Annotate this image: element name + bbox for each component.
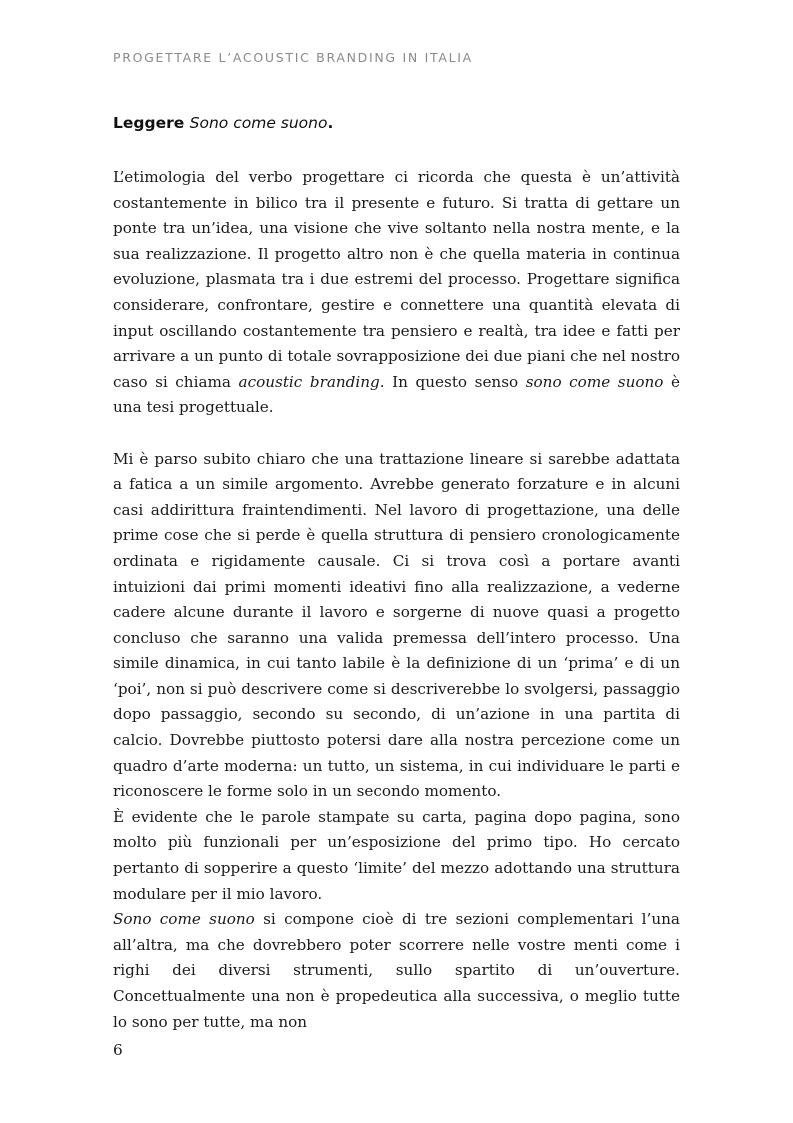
paragraph-4-italic: Sono come suono — [113, 910, 255, 929]
paragraph-1-text-a: L’etimologia del verbo progettare ci ricorda che questa è un’attività costantemente in bilico tra il presente e futuro. Si tratta di gettare un ponte tra un’idea, una visione che vive soltanto nella nostra mente, e la sua realizzazione. Il progetto altro non è che quella materia in continua evoluzione, plasmata tra i due estremi del processo. Progettare significa considerare, confrontare, gestire e connettere una quantità elevata di input oscillando costantemente tra pensiero e realtà, tra idee e fatti per arrivare a un punto di totale sovrapposizione dei due piani che nel nostro caso si chiama — [113, 168, 680, 391]
section-title — [113, 114, 333, 132]
section-title-suffix: . — [327, 114, 334, 132]
page-number: 6 — [113, 1041, 123, 1059]
paragraph-1 — [113, 165, 680, 421]
paragraph-2: Mi è parso subito chiaro che una trattazione lineare si sarebbe adattata a fatica a un simile argomento. Avrebbe generato forzature e in alcuni casi addirittura fraintendimenti. Nel lavoro di progettazione, una delle prime cose che si perde è quella struttura di pensiero cronologicamente ordinata e rigidamente causale. Ci si trova così a portare avanti intuizioni dai primi momenti ideativi fino alla realizzazione, a vederne cadere alcune durante il lavoro e sorgerne di nuove quasi a progetto concluso che saranno una valida premessa dell’intero processo. Una simile dinamica, in cui tanto labile è la definizione di un ‘prima’ e di un ‘poi’, non si può descrivere come si descriverebbe lo svolgersi, passaggio dopo passaggio, secondo su secondo, di un’azione in una partita di calcio. Dovrebbe piuttosto potersi dare alla nostra percezione come un quadro d’arte moderna: un tutto, un sistema, in cui individuare le parti e riconoscere le forme solo in un secondo momento. — [113, 449, 680, 801]
section-title-italic: Sono come suono — [189, 114, 328, 132]
paragraph-1-italic-1: acoustic branding — [238, 372, 380, 391]
paragraph-3: È evidente che le parole stampate su carta, pagina dopo pagina, sono molto più funzionali per un’esposizione del primo tipo. Ho cercato pertanto di sopperire a questo ‘limite’ del mezzo adottando una struttura modulare per il mio lavoro. — [113, 807, 680, 903]
running-header: PROGETTARE L’ACOUSTIC BRANDING IN ITALIA — [113, 50, 473, 65]
paragraph-1-italic-2: sono come suono — [525, 372, 664, 391]
paragraph-1-text-c: è una tesi progettuale. — [113, 372, 681, 417]
paragraph-1-text-b: . In questo senso — [379, 372, 526, 391]
paragraph-4-text: si compone cioè di tre sezioni complementari l’una all’altra, ma che dovrebbero poter scorrere nelle vostre menti come i righi dei diversi strumenti, sullo spartito di un’ouverture. Concettualmente una non è propedeutica alla successiva, o meglio tutte lo sono per tutte, ma non — [113, 910, 680, 1031]
section-title-prefix: Leggere — [113, 114, 190, 132]
paragraph-4 — [113, 907, 680, 1035]
body-text — [113, 165, 680, 1035]
